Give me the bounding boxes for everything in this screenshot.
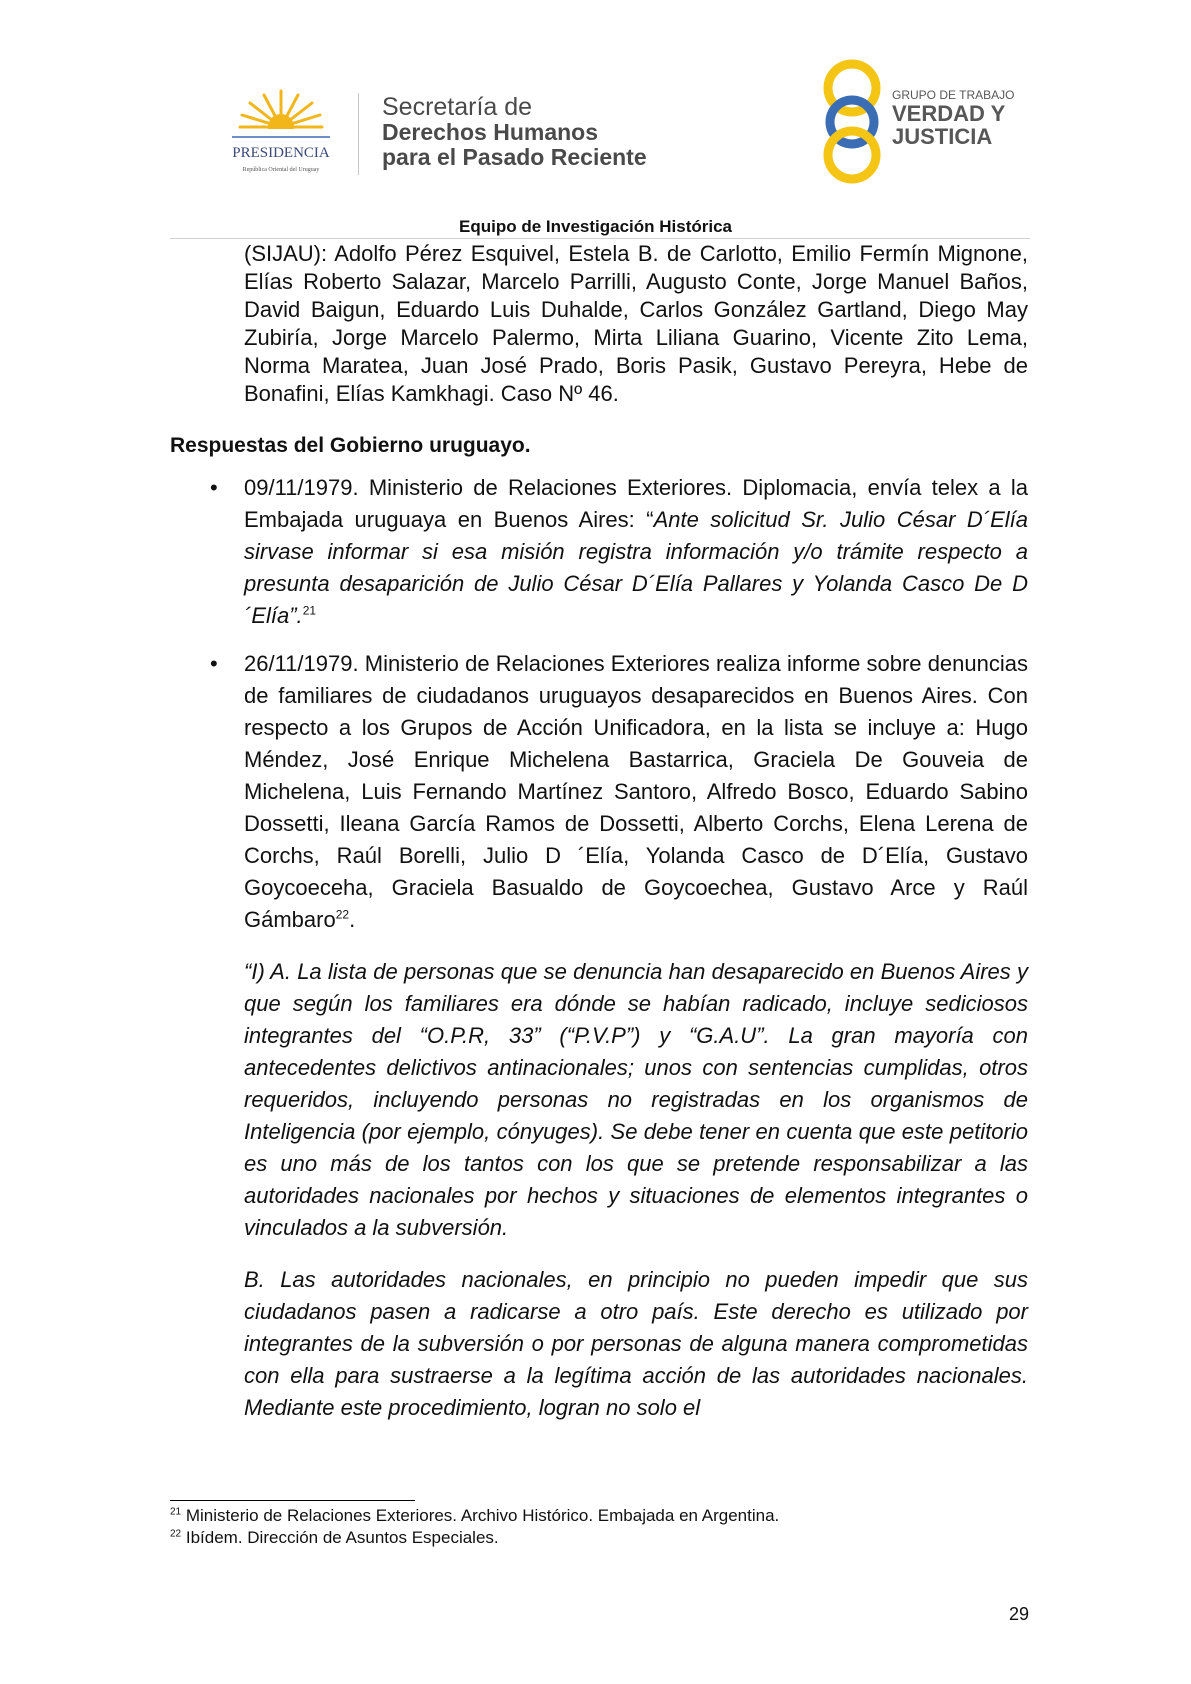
bullet1-quote: Ante solicitud Sr. Julio César D´Elía sirvase informar si esa misión registra información y/o trámite respecto a presunta desaparición de Julio César D´Elía Pallares y Yolanda Casco De D´Elía”.: [244, 507, 1028, 628]
section-title: Respuestas del Gobierno uruguayo.: [170, 434, 531, 457]
footnote-22: [170, 1527, 779, 1549]
header-logos: [0, 55, 1191, 185]
footnote-number: 21: [170, 1506, 182, 1518]
secretaria-title: [382, 95, 647, 170]
footnote-text: Ministerio de Relaciones Exteriores. Archivo Histórico. Embajada en Argentina.: [185, 1506, 780, 1525]
footnote-21: [170, 1505, 779, 1527]
presidencia-subtext: República Oriental del Uruguay: [242, 167, 320, 173]
bullet-icon: •: [210, 651, 218, 676]
quote-paragraph-b: B. Las autoridades nacionales, en principio no pueden impedir que sus ciudadanos pasen a radicarse a otro país. Este derecho es utilizado por integrantes de la subversión o por personas de alguna manera comprometidas con ella para sustraerse a la legítima acción de las autoridades nacionales. Mediante este procedimiento, logran no solo el: [244, 1267, 1028, 1420]
logo-divider: [358, 93, 359, 175]
grupo-line1: GRUPO DE TRABAJO: [892, 88, 1015, 102]
footnote-ref-22[interactable]: 22: [335, 907, 350, 922]
team-title: Equipo de Investigación Histórica: [459, 217, 732, 236]
presidencia-text: PRESIDENCIA: [232, 145, 330, 161]
list-item: [170, 472, 1028, 632]
grupo-line3: JUSTICIA: [892, 124, 993, 149]
sun-icon: [226, 91, 336, 143]
linked-rings-icon: [828, 64, 876, 179]
bullet2-text: 26/11/1979. Ministerio de Relaciones Exteriores realiza informe sobre denuncias de familiares de ciudadanos uruguayos desaparecidos en Buenos Aires. Con respecto a los Grupos de Acción Unificadora, en la lista se incluye a: Hugo Méndez, José Enrique Michelena Bastarrica, Graciela De Gouveia de Michelena, Luis Fernando Martínez Santoro, Alfredo Bosco, Eduardo Sabino Dossetti, Ileana García Ramos de Dossetti, Alberto Corchs, Elena Lerena de Corchs, Raúl Borelli, Julio D ´Elía, Yolanda Casco de D´Elía, Gustavo Goycoeceha, Graciela Basualdo de Goycoechea, Gustavo Arce y Raúl Gámbaro: [244, 651, 1028, 932]
secretaria-line2: Derechos Humanos: [382, 119, 599, 145]
footnote-text: Ibídem. Dirección de Asuntos Especiales.: [185, 1528, 499, 1547]
presidencia-logo: [206, 85, 356, 180]
bullet-icon: •: [210, 475, 218, 500]
footnote-number: 22: [170, 1528, 182, 1540]
header-rule: [170, 238, 1030, 239]
list-item: [170, 648, 1028, 936]
secretaria-line3: para el Pasado Reciente: [382, 144, 647, 170]
footnote-ref-21[interactable]: 21: [302, 603, 317, 618]
footnote-separator: [170, 1500, 415, 1501]
quote-paragraph-a: “I) A. La lista de personas que se denuncia han desaparecido en Buenos Aires y que según los familiares era dónde se habían radicado, incluye sediciosos integrantes del “O.P.R, 33” (“P.V.P”) y “G.A.U”. La gran mayoría con antecedentes delictivos antinacionales; unos con sentencias cumplidas, otros requeridos, incluyendo personas no registradas en los organismos de Inteligencia (por ejemplo, cónyuges). Se debe tener en cuenta que este petitorio es uno más de los tantos con los que se pretende responsabilizar a las autoridades nacionales por hechos y situaciones de elementos integrantes o vinculados a la subversión.: [244, 959, 1028, 1240]
response-list: [170, 472, 1028, 936]
document-body: [170, 240, 1028, 1424]
verdad-justicia-logo: [818, 55, 1028, 185]
bullet1-text: 09/11/1979. Ministerio de Relaciones Exteriores. Diplomacia, envía telex a la Embajada uruguaya en Buenos Aires: “: [244, 475, 1028, 532]
continuation-paragraph: (SIJAU): Adolfo Pérez Esquivel, Estela B. de Carlotto, Emilio Fermín Mignone, Elías Roberto Salazar, Marcelo Parrilli, Augusto Conte, Jorge Manuel Baños, David Baigun, Eduardo Luis Duhalde, Carlos González Gartland, Diego May Zubiría, Jorge Marcelo Palermo, Mirta Liliana Guarino, Vicente Zito Lema, Norma Maratea, Juan José Prado, Boris Pasik, Gustavo Pereyra, Hebe de Bonafini, Elías Kamkhagi. Caso Nº 46.: [244, 241, 1028, 406]
footnotes: [170, 1505, 779, 1549]
secretaria-line1: Secretaría de: [382, 93, 533, 121]
grupo-line2: VERDAD Y: [892, 101, 1006, 126]
page-number: 29: [1008, 1604, 1029, 1624]
bullet2-end: .: [349, 907, 356, 932]
